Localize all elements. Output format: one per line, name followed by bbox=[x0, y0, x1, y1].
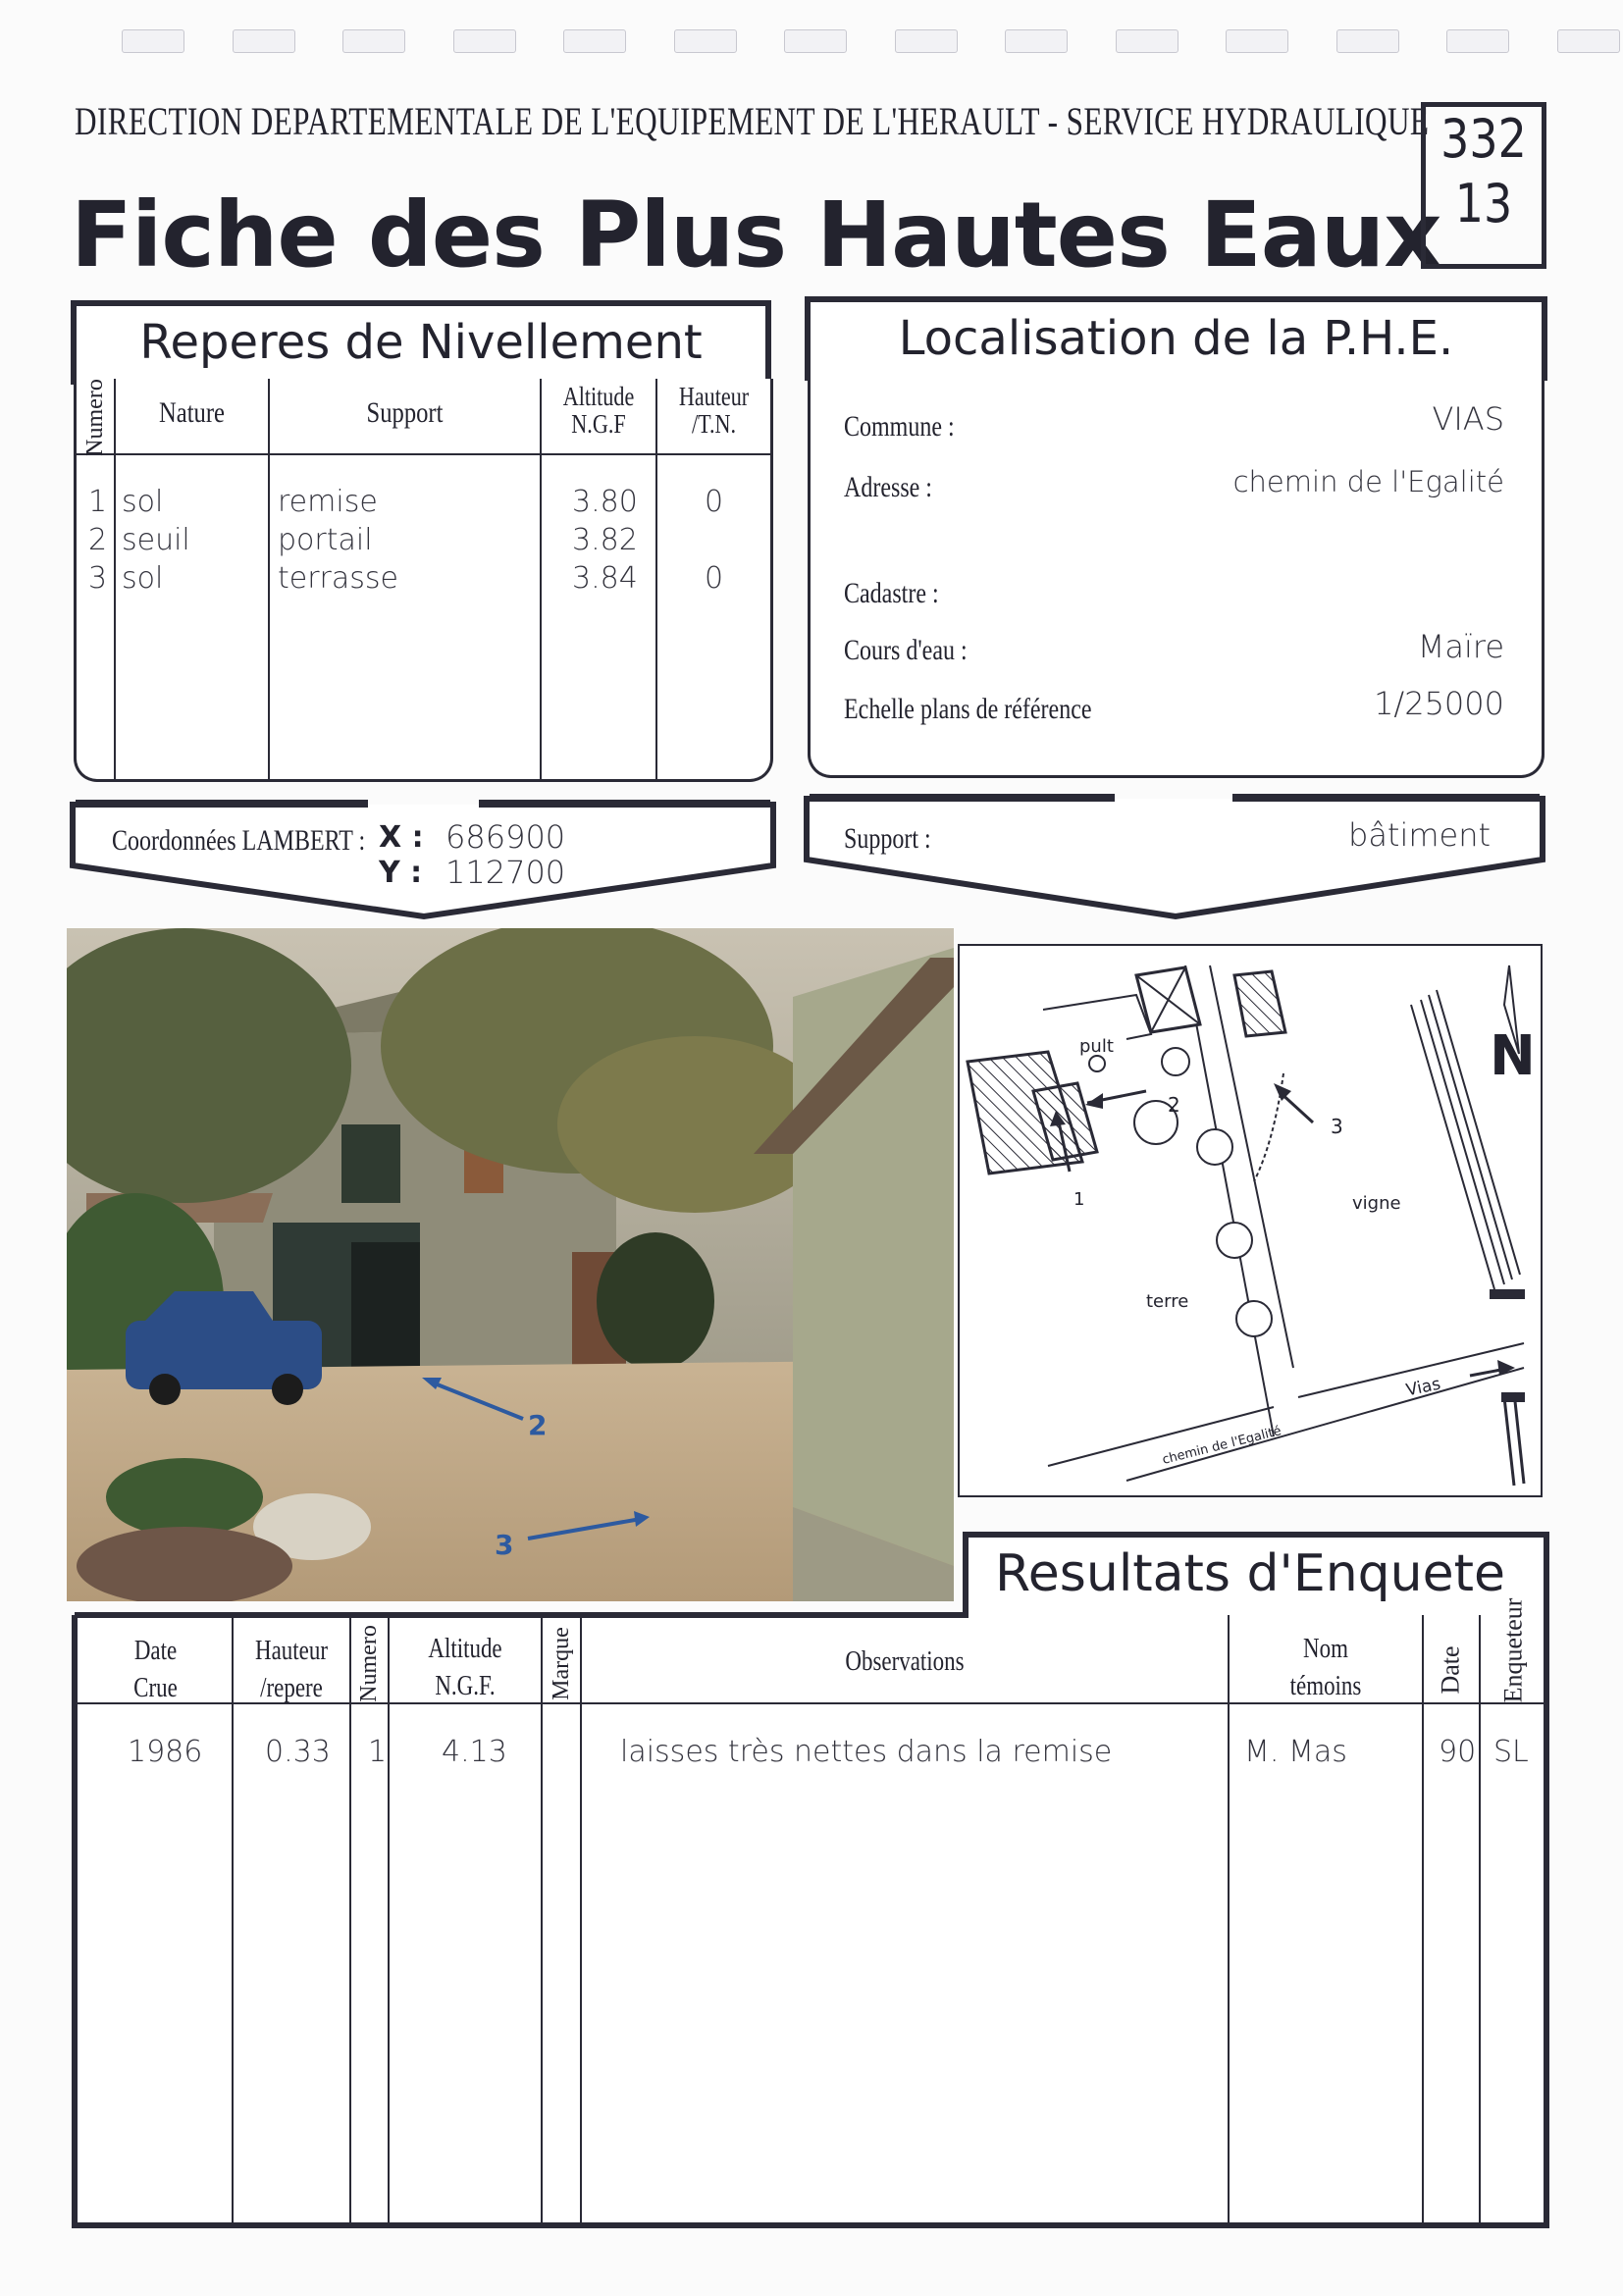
department-header: DIRECTION DEPARTEMENTALE DE L'EQUIPEMENT DE L'HERAULT - SERVICE HYDRAULIQUE bbox=[75, 99, 1430, 143]
record-code-bottom: 13 bbox=[1454, 173, 1513, 235]
col-enqueteur: Enqueteur bbox=[1498, 1597, 1527, 1703]
echelle-value: 1/25000 bbox=[1374, 685, 1504, 722]
echelle-label: Echelle plans de référence bbox=[844, 693, 1092, 725]
table-row: 1986 0.33 1 4.13 laisses très nettes dans la remise M. Mas 90 SL bbox=[128, 1735, 1529, 1769]
lambert-label: Coordonnées LAMBERT : bbox=[112, 824, 366, 857]
col-marque: Marque bbox=[548, 1626, 574, 1700]
col-support: Support bbox=[366, 396, 444, 429]
localisation-panel bbox=[808, 375, 1544, 778]
binder-hole bbox=[342, 29, 405, 53]
col-hauteur-repere: Hauteur bbox=[255, 1636, 328, 1666]
cours-label: Cours d'eau : bbox=[844, 634, 968, 666]
binder-holes bbox=[0, 0, 1623, 59]
binder-hole bbox=[233, 29, 295, 53]
binder-hole bbox=[1446, 29, 1509, 53]
binder-hole bbox=[1336, 29, 1399, 53]
col-altitude-res-2: N.G.F. bbox=[435, 1671, 496, 1701]
cadastre-label: Cadastre : bbox=[844, 577, 939, 609]
resultats-title: Resultats d'Enquete bbox=[995, 1544, 1505, 1603]
col-hauteur: Hauteur bbox=[678, 382, 750, 411]
map-label-vigne: vigne bbox=[1352, 1193, 1401, 1214]
binder-hole bbox=[1005, 29, 1068, 53]
col-observations: Observations bbox=[845, 1646, 965, 1677]
lambert-arrow-frame bbox=[69, 797, 777, 924]
localisation-title: Localisation de la P.H.E. bbox=[805, 296, 1547, 381]
col-date-crue: Date bbox=[133, 1636, 178, 1666]
col-numero: Numero bbox=[81, 378, 108, 456]
binder-hole bbox=[1557, 29, 1620, 53]
commune-value: VIAS bbox=[1432, 400, 1504, 438]
reperes-rows bbox=[77, 485, 770, 600]
map-marker-2: 2 bbox=[1168, 1093, 1180, 1117]
photo-marker-2: 2 bbox=[528, 1409, 548, 1441]
binder-hole bbox=[1116, 29, 1178, 53]
x-value: 686900 bbox=[445, 818, 566, 856]
col-numero-res: Numero bbox=[356, 1624, 382, 1702]
col-altitude-res: Altitude bbox=[428, 1634, 502, 1664]
binder-hole bbox=[122, 29, 184, 53]
binder-hole bbox=[674, 29, 737, 53]
binder-hole bbox=[784, 29, 847, 53]
map-label-terre: terre bbox=[1146, 1291, 1189, 1312]
col-nom-2: témoins bbox=[1289, 1671, 1362, 1701]
support-label: Support : bbox=[844, 822, 931, 855]
cours-value: Maïre bbox=[1417, 628, 1504, 665]
page-title: Fiche des Plus Hautes Eaux bbox=[71, 183, 1441, 287]
col-hauteur-repere-2: /repere bbox=[260, 1673, 323, 1703]
binder-hole bbox=[453, 29, 516, 53]
map-label-chemin: chemin de l'Egalité bbox=[1161, 1424, 1283, 1468]
photo-marker-3: 3 bbox=[495, 1529, 514, 1561]
map-label-pult: pult bbox=[1079, 1036, 1114, 1057]
binder-hole bbox=[563, 29, 626, 53]
col-hauteur-unit: /T.N. bbox=[691, 409, 737, 439]
table-row: 2 seuil portail 3.82 bbox=[88, 523, 638, 557]
y-value: 112700 bbox=[445, 854, 566, 891]
col-altitude: Altitude bbox=[562, 382, 635, 411]
table-row: 3 sol terrasse 3.84 0 bbox=[88, 561, 724, 596]
col-date: Date bbox=[1437, 1645, 1465, 1695]
col-date-crue-2: Crue bbox=[133, 1673, 178, 1703]
binder-hole bbox=[895, 29, 958, 53]
binder-hole bbox=[1226, 29, 1288, 53]
map-marker-3: 3 bbox=[1331, 1115, 1343, 1138]
map-north-label: N bbox=[1490, 1024, 1536, 1088]
col-nom: Nom bbox=[1303, 1634, 1348, 1664]
reperes-panel bbox=[74, 379, 773, 782]
commune-label: Commune : bbox=[844, 410, 955, 443]
record-code-top: 332 bbox=[1440, 108, 1527, 170]
reperes-title: Reperes de Nivellement bbox=[71, 300, 771, 385]
location-map bbox=[958, 944, 1543, 1497]
site-photo bbox=[67, 928, 954, 1601]
table-row: 1 sol remise 3.80 0 bbox=[88, 485, 724, 519]
col-nature: Nature bbox=[159, 396, 225, 429]
adresse-label: Adresse : bbox=[844, 471, 932, 503]
y-label: Y : bbox=[379, 856, 423, 890]
support-arrow-frame bbox=[803, 791, 1548, 924]
adresse-value: chemin de l'Egalité bbox=[1232, 465, 1504, 498]
map-marker-1: 1 bbox=[1073, 1189, 1085, 1210]
support-value: bâtiment bbox=[1348, 816, 1492, 854]
col-altitude-unit: N.G.F bbox=[571, 409, 626, 439]
map-label-vias: Vias bbox=[1404, 1374, 1442, 1401]
record-code-box bbox=[1421, 102, 1546, 269]
x-label: X : bbox=[379, 820, 424, 855]
